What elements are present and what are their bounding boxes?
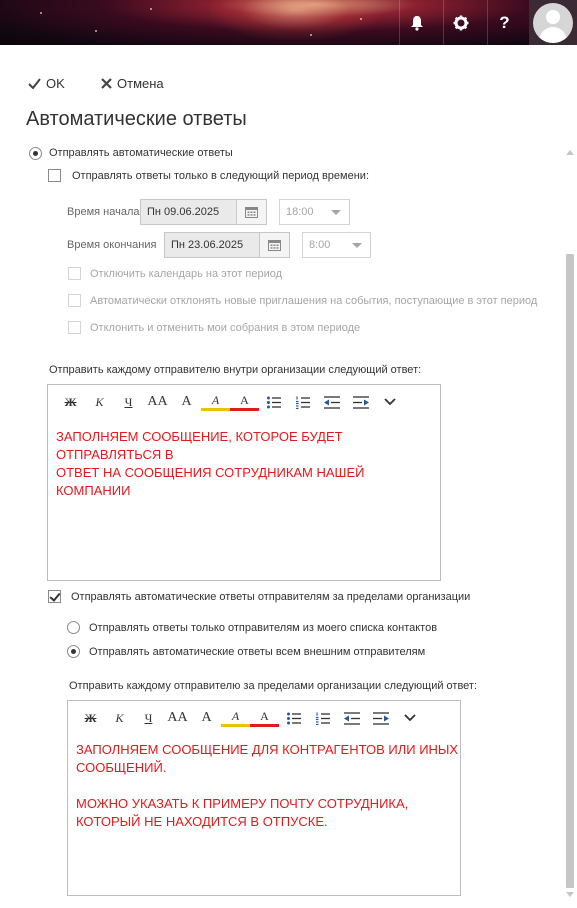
chevron-down-icon bbox=[331, 210, 341, 215]
message-line: СООБЩЕНИЙ. bbox=[76, 760, 167, 775]
help-icon: ? bbox=[499, 12, 510, 32]
message-line bbox=[76, 777, 458, 795]
start-time-select[interactable] bbox=[279, 199, 350, 225]
more-options-button[interactable] bbox=[395, 708, 424, 728]
end-date-calendar-button[interactable] bbox=[259, 233, 289, 257]
increase-indent-icon bbox=[373, 712, 389, 725]
bulleted-list-icon bbox=[267, 396, 281, 409]
formatting-toolbar bbox=[56, 392, 404, 412]
grow-font-button[interactable]: A bbox=[201, 710, 212, 725]
decrease-indent-icon bbox=[324, 396, 340, 409]
italic-button[interactable]: К bbox=[115, 710, 124, 725]
end-time-label: Время окончания bbox=[67, 239, 157, 251]
avatar[interactable] bbox=[529, 0, 577, 45]
bold-button[interactable]: Ж bbox=[64, 394, 77, 409]
decrease-indent-icon bbox=[344, 712, 360, 725]
numbering-button[interactable] bbox=[288, 392, 317, 412]
font-color-button[interactable]: A bbox=[250, 710, 279, 727]
inside-message-text bbox=[56, 428, 440, 500]
only-period-checkbox[interactable] bbox=[48, 169, 61, 182]
highlight-button[interactable]: A bbox=[201, 394, 230, 411]
header-star bbox=[310, 34, 312, 36]
check-icon bbox=[28, 78, 41, 89]
outside-enable-checkbox[interactable] bbox=[48, 590, 61, 603]
underline-button[interactable]: Ч bbox=[124, 394, 133, 409]
header-glow bbox=[210, 0, 380, 40]
indent-button[interactable] bbox=[346, 392, 375, 412]
header-star bbox=[40, 12, 42, 14]
inside-message-editor[interactable] bbox=[47, 384, 441, 581]
chevron-down-icon bbox=[404, 714, 416, 722]
scroll-down-icon[interactable] bbox=[566, 892, 574, 897]
font-color-button[interactable]: A bbox=[230, 394, 259, 411]
numbering-button[interactable] bbox=[308, 708, 337, 728]
outdent-button[interactable] bbox=[317, 392, 346, 412]
calendar-icon bbox=[268, 239, 281, 251]
chevron-down-icon bbox=[384, 398, 396, 406]
all-external-label: Отправлять автоматические ответы всем внешним отправителям bbox=[89, 646, 426, 658]
calendar-icon bbox=[245, 206, 258, 218]
message-line: ЗАПОЛНЯЕМ СООБЩЕНИЕ, КОТОРОЕ БУДЕТ ОТПРАВЛЯТЬСЯ В bbox=[56, 429, 343, 462]
decline-invites-checkbox[interactable] bbox=[68, 294, 81, 307]
bold-button[interactable]: Ж bbox=[84, 710, 97, 725]
block-calendar-checkbox[interactable] bbox=[68, 267, 81, 280]
start-time-label: Время начала bbox=[67, 206, 140, 218]
scrollbar-thumb[interactable] bbox=[566, 254, 574, 888]
end-time-select[interactable] bbox=[302, 232, 371, 258]
end-date-field[interactable] bbox=[164, 232, 290, 258]
header-star bbox=[360, 18, 362, 20]
message-line: МОЖНО УКАЗАТЬ К ПРИМЕРУ ПОЧТУ СОТРУДНИКА, bbox=[76, 796, 409, 811]
message-line: ЗАПОЛНЯЕМ СООБЩЕНИЕ ДЛЯ КОНТРАГЕНТОВ ИЛИ ИНЫХ bbox=[76, 742, 459, 757]
chevron-down-icon bbox=[352, 243, 362, 248]
cancel-button[interactable] bbox=[101, 76, 164, 91]
underline-button[interactable]: Ч bbox=[144, 710, 153, 725]
bell-icon bbox=[410, 15, 424, 31]
notifications-button[interactable] bbox=[399, 0, 433, 45]
block-calendar-label: Отключить календарь на этот период bbox=[90, 268, 283, 280]
outside-prompt: Отправить каждому отправителю за пределами организации следующий ответ: bbox=[69, 680, 478, 692]
outside-message-editor[interactable] bbox=[67, 700, 461, 896]
start-time-value: 18:00 bbox=[286, 206, 314, 218]
bullets-button[interactable] bbox=[259, 392, 288, 412]
grow-font-button[interactable]: A bbox=[181, 394, 192, 409]
message-line: ОТВЕТ НА СООБЩЕНИЯ СОТРУДНИКАМ НАШЕЙ КОМПАНИИ bbox=[56, 465, 365, 498]
more-options-button[interactable] bbox=[375, 392, 404, 412]
end-date-value: Пн 23.06.2025 bbox=[171, 239, 244, 251]
indent-button[interactable] bbox=[366, 708, 395, 728]
message-line: КОТОРЫЙ НЕ НАХОДИТСЯ В ОТПУСКЕ. bbox=[76, 814, 328, 829]
font-size-button[interactable]: AA bbox=[147, 394, 168, 409]
send-auto-replies-radio[interactable] bbox=[29, 147, 42, 160]
outside-enable-label: Отправлять автоматические ответы отправителям за пределами организации bbox=[71, 591, 471, 603]
highlight-button[interactable]: A bbox=[221, 710, 250, 727]
start-date-value: Пн 09.06.2025 bbox=[147, 206, 220, 218]
bullets-button[interactable] bbox=[279, 708, 308, 728]
scroll-up-icon[interactable] bbox=[566, 150, 574, 155]
settings-button[interactable] bbox=[443, 0, 477, 45]
start-date-calendar-button[interactable] bbox=[236, 200, 266, 224]
decline-invites-label: Автоматически отклонять новые приглашения на события, поступающие в этот период bbox=[90, 295, 538, 307]
only-period-label: Отправлять ответы только в следующий период времени: bbox=[72, 170, 369, 182]
app-header bbox=[0, 0, 577, 45]
page-title: Автоматические ответы bbox=[26, 108, 247, 130]
contacts-only-radio[interactable] bbox=[67, 621, 80, 634]
user-avatar-icon bbox=[533, 3, 573, 43]
outdent-button[interactable] bbox=[337, 708, 366, 728]
numbered-list-icon bbox=[316, 712, 330, 725]
header-star bbox=[150, 8, 152, 10]
ok-button[interactable] bbox=[28, 76, 65, 91]
outside-message-text bbox=[76, 741, 458, 831]
increase-indent-icon bbox=[353, 396, 369, 409]
close-icon bbox=[101, 78, 112, 89]
cancel-meetings-label: Отклонить и отменить мои собрания в этом периоде bbox=[90, 322, 361, 334]
italic-button[interactable]: К bbox=[95, 394, 104, 409]
vertical-scrollbar[interactable] bbox=[566, 148, 574, 900]
cancel-label: Отмена bbox=[117, 76, 164, 91]
cancel-meetings-checkbox[interactable] bbox=[68, 321, 81, 334]
gear-icon bbox=[453, 15, 469, 31]
formatting-toolbar bbox=[76, 708, 424, 728]
help-button[interactable] bbox=[487, 0, 521, 45]
contacts-only-label: Отправлять ответы только отправителям из моего списка контактов bbox=[89, 622, 438, 634]
bulleted-list-icon bbox=[287, 712, 301, 725]
all-external-radio[interactable] bbox=[67, 645, 80, 658]
numbered-list-icon bbox=[296, 396, 310, 409]
font-size-button[interactable]: AA bbox=[167, 710, 188, 725]
inside-prompt: Отправить каждому отправителю внутри организации следующий ответ: bbox=[49, 364, 422, 376]
end-time-value: 8:00 bbox=[309, 239, 331, 251]
start-date-field[interactable] bbox=[140, 199, 267, 225]
ok-label: OK bbox=[46, 76, 65, 91]
send-auto-replies-label: Отправлять автоматические ответы bbox=[49, 147, 233, 159]
header-star bbox=[95, 30, 97, 32]
